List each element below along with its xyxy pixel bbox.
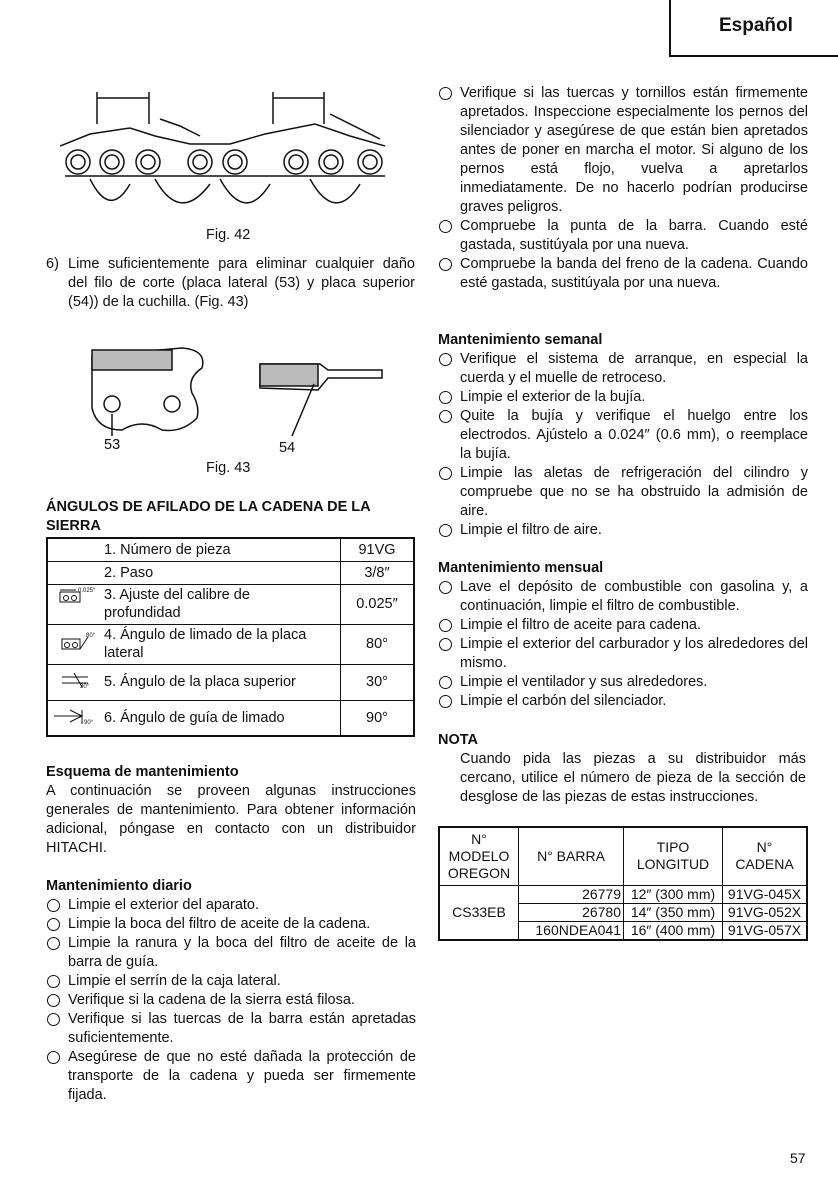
- note-heading: NOTA: [438, 732, 479, 748]
- chain-cell: 91VG-045X: [723, 885, 808, 903]
- list-item: Limpie el exterior del carburador y los alrededores del mismo.: [438, 635, 808, 673]
- list-item: Limpie el filtro de aceite para cadena.: [438, 616, 808, 635]
- list-item: Verifique el sistema de arranque, en especial la cuerda y el muelle de retroceso.: [438, 350, 808, 388]
- list-item: Verifique si las tuercas de la barra están apretadas suficientemente.: [46, 1010, 416, 1048]
- file-guide-angle-icon-text: 90°: [84, 719, 94, 726]
- table-cell: 80°: [341, 624, 415, 664]
- list-item: Limpie el carbón del silenciador.: [438, 692, 808, 711]
- top-plate-angle-icon-text: 30°: [80, 684, 90, 689]
- cutter-illustration: [82, 338, 392, 458]
- table-cell: 0.025″: [341, 584, 415, 624]
- daily-heading: Mantenimiento diario: [46, 878, 192, 894]
- model-parts-table: [438, 826, 808, 941]
- header-line: LONGITUD: [636, 856, 710, 873]
- list-item: Compruebe la punta de la barra. Cuando esté gastada, sustitúyala por una nueva.: [438, 217, 808, 255]
- depth-gauge-icon: [48, 586, 104, 614]
- list-item: Asegúrese de que no esté dañada la protección de transporte de la cadena y pueda ser firmemente fijada.: [46, 1048, 416, 1105]
- step6-text: Lime suficientemente para eliminar cualquier daño del filo de corte (placa lateral (53) y placa superior (54)) de la cuchilla. (Fig. 43): [68, 256, 415, 310]
- table-row: [47, 700, 414, 736]
- chain-cell: 91VG-057X: [723, 921, 808, 940]
- row-label: 5. Ángulo de la placa superior: [104, 673, 296, 690]
- top-plate-angle-icon: [48, 671, 104, 693]
- table-row: [47, 561, 414, 584]
- side-plate-angle-icon-text: 80°: [86, 632, 96, 639]
- length-cell: 12″ (300 mm): [624, 885, 723, 903]
- list-item: Limpie la ranura y la boca del filtro de aceite de la barra de guía.: [46, 934, 416, 972]
- fig43-caption: Fig. 43: [206, 460, 251, 476]
- page-number: 57: [790, 1150, 806, 1166]
- table-header-row: [439, 827, 807, 885]
- list-item: Compruebe la banda del freno de la cadena. Cuando esté gastada, sustitúyala por una nueva.: [438, 255, 808, 293]
- note-text: Cuando pida las piezas a su distribuidor más cercano, utilice el número de pieza de la sección de desglose de las piezas de estas instrucciones.: [460, 751, 806, 805]
- table-cell: [47, 664, 341, 700]
- angles-heading: ÁNGULOS DE AFILADO DE LA CADENA DE LA SIERRA: [46, 499, 371, 534]
- table-row: [47, 664, 414, 700]
- daily-list-continued: [438, 84, 808, 293]
- table-cell: [47, 561, 341, 584]
- list-item: Verifique si las tuercas y tornillos están firmemente apretados. Inspeccione especialmente los pernos del silenciador y asegúrese de que están bien apretados antes de poner en marcha el motor. Si alguno de los pernos está flojo, vuelva a apretarlos inmediatamente. De no hacerlo podrían producirse graves peligros.: [438, 84, 808, 217]
- row-label: 2. Paso: [104, 564, 154, 581]
- list-item: Limpie la boca del filtro de aceite de la cadena.: [46, 915, 416, 934]
- header-line: MODELO: [448, 847, 510, 864]
- list-item: Quite la bujía y verifique el huelgo entre los electrodos. Ajústelo a 0.024″ (0.6 mm), o reemplace la bujía.: [438, 407, 808, 464]
- header-length: [624, 827, 723, 885]
- chain-cell: 91VG-052X: [723, 903, 808, 921]
- header-line: N°: [471, 830, 487, 847]
- header-model: [439, 827, 519, 885]
- depth-gauge-icon-text: 0.025″: [78, 588, 96, 594]
- list-item: Limpie el exterior de la bujía.: [438, 388, 808, 407]
- fig42-caption: Fig. 42: [206, 227, 251, 243]
- length-cell: 14″ (350 mm): [624, 903, 723, 921]
- table-row: [47, 538, 414, 561]
- list-item: Limpie las aletas de refrigeración del cilindro y compruebe que no se ha obstruido la admisión de aire.: [438, 464, 808, 521]
- sharpening-angles-table: [46, 537, 415, 737]
- header-chain: [723, 827, 808, 885]
- bar-cell: 160NDEA041: [519, 921, 624, 940]
- header-bar: N° BARRA: [519, 827, 624, 885]
- table-cell: [47, 624, 341, 664]
- table-cell: [47, 700, 341, 736]
- row-label: 4. Ángulo de limado de la placa lateral: [104, 627, 307, 661]
- header-line: CADENA: [735, 856, 794, 873]
- header-line: OREGON: [447, 864, 511, 881]
- list-item: Verifique si la cadena de la sierra está filosa.: [46, 991, 416, 1010]
- table-cell: [47, 538, 341, 561]
- daily-list: [46, 896, 416, 1105]
- table-row: [439, 885, 807, 903]
- list-item: Limpie el ventilador y sus alrededores.: [438, 673, 808, 692]
- weekly-list: [438, 350, 808, 540]
- header-line: N°: [756, 839, 773, 856]
- maintenance-intro: A continuación se proveen algunas instrucciones generales de mantenimiento. Para obtener información adicional, póngase en contacto con un distribuidor HITACHI.: [46, 783, 416, 856]
- bar-cell: 26779: [519, 885, 624, 903]
- table-cell: 91VG: [341, 538, 415, 561]
- fig43-label-53: 53: [104, 437, 121, 453]
- maintenance-heading: Esquema de mantenimiento: [46, 764, 239, 780]
- monthly-heading: Mantenimiento mensual: [438, 560, 604, 576]
- step-number: 6): [46, 256, 59, 272]
- table-cell: 90°: [341, 700, 415, 736]
- bar-cell: 26780: [519, 903, 624, 921]
- monthly-list: [438, 578, 808, 711]
- side-plate-angle-icon: [48, 631, 104, 658]
- header-line: TIPO: [656, 839, 690, 856]
- row-label: 1. Número de pieza: [104, 541, 231, 558]
- list-item: Limpie el filtro de aire.: [438, 521, 808, 540]
- table-cell: 30°: [341, 664, 415, 700]
- weekly-heading: Mantenimiento semanal: [438, 332, 603, 348]
- list-item: Limpie el serrín de la caja lateral.: [46, 972, 416, 991]
- model-cell: CS33EB: [439, 885, 519, 940]
- row-label: 6. Ángulo de guía de limado: [104, 709, 285, 726]
- table-row: [47, 624, 414, 664]
- file-guide-angle-icon: [48, 706, 104, 730]
- language-label: Español: [719, 15, 793, 36]
- language-tab: [669, 0, 838, 57]
- fig43-label-54: 54: [279, 440, 296, 456]
- row-label: 3. Ajuste del calibre de profundidad: [104, 587, 250, 621]
- length-cell: 16″ (400 mm): [624, 921, 723, 940]
- table-cell: 3/8″: [341, 561, 415, 584]
- table-row: [47, 584, 414, 624]
- saw-chain-illustration: [60, 84, 390, 226]
- list-item: Lave el depósito de combustible con gasolina y, a continuación, limpie el filtro de combustible.: [438, 578, 808, 616]
- table-cell: [47, 584, 341, 624]
- list-item: Limpie el exterior del aparato.: [46, 896, 416, 915]
